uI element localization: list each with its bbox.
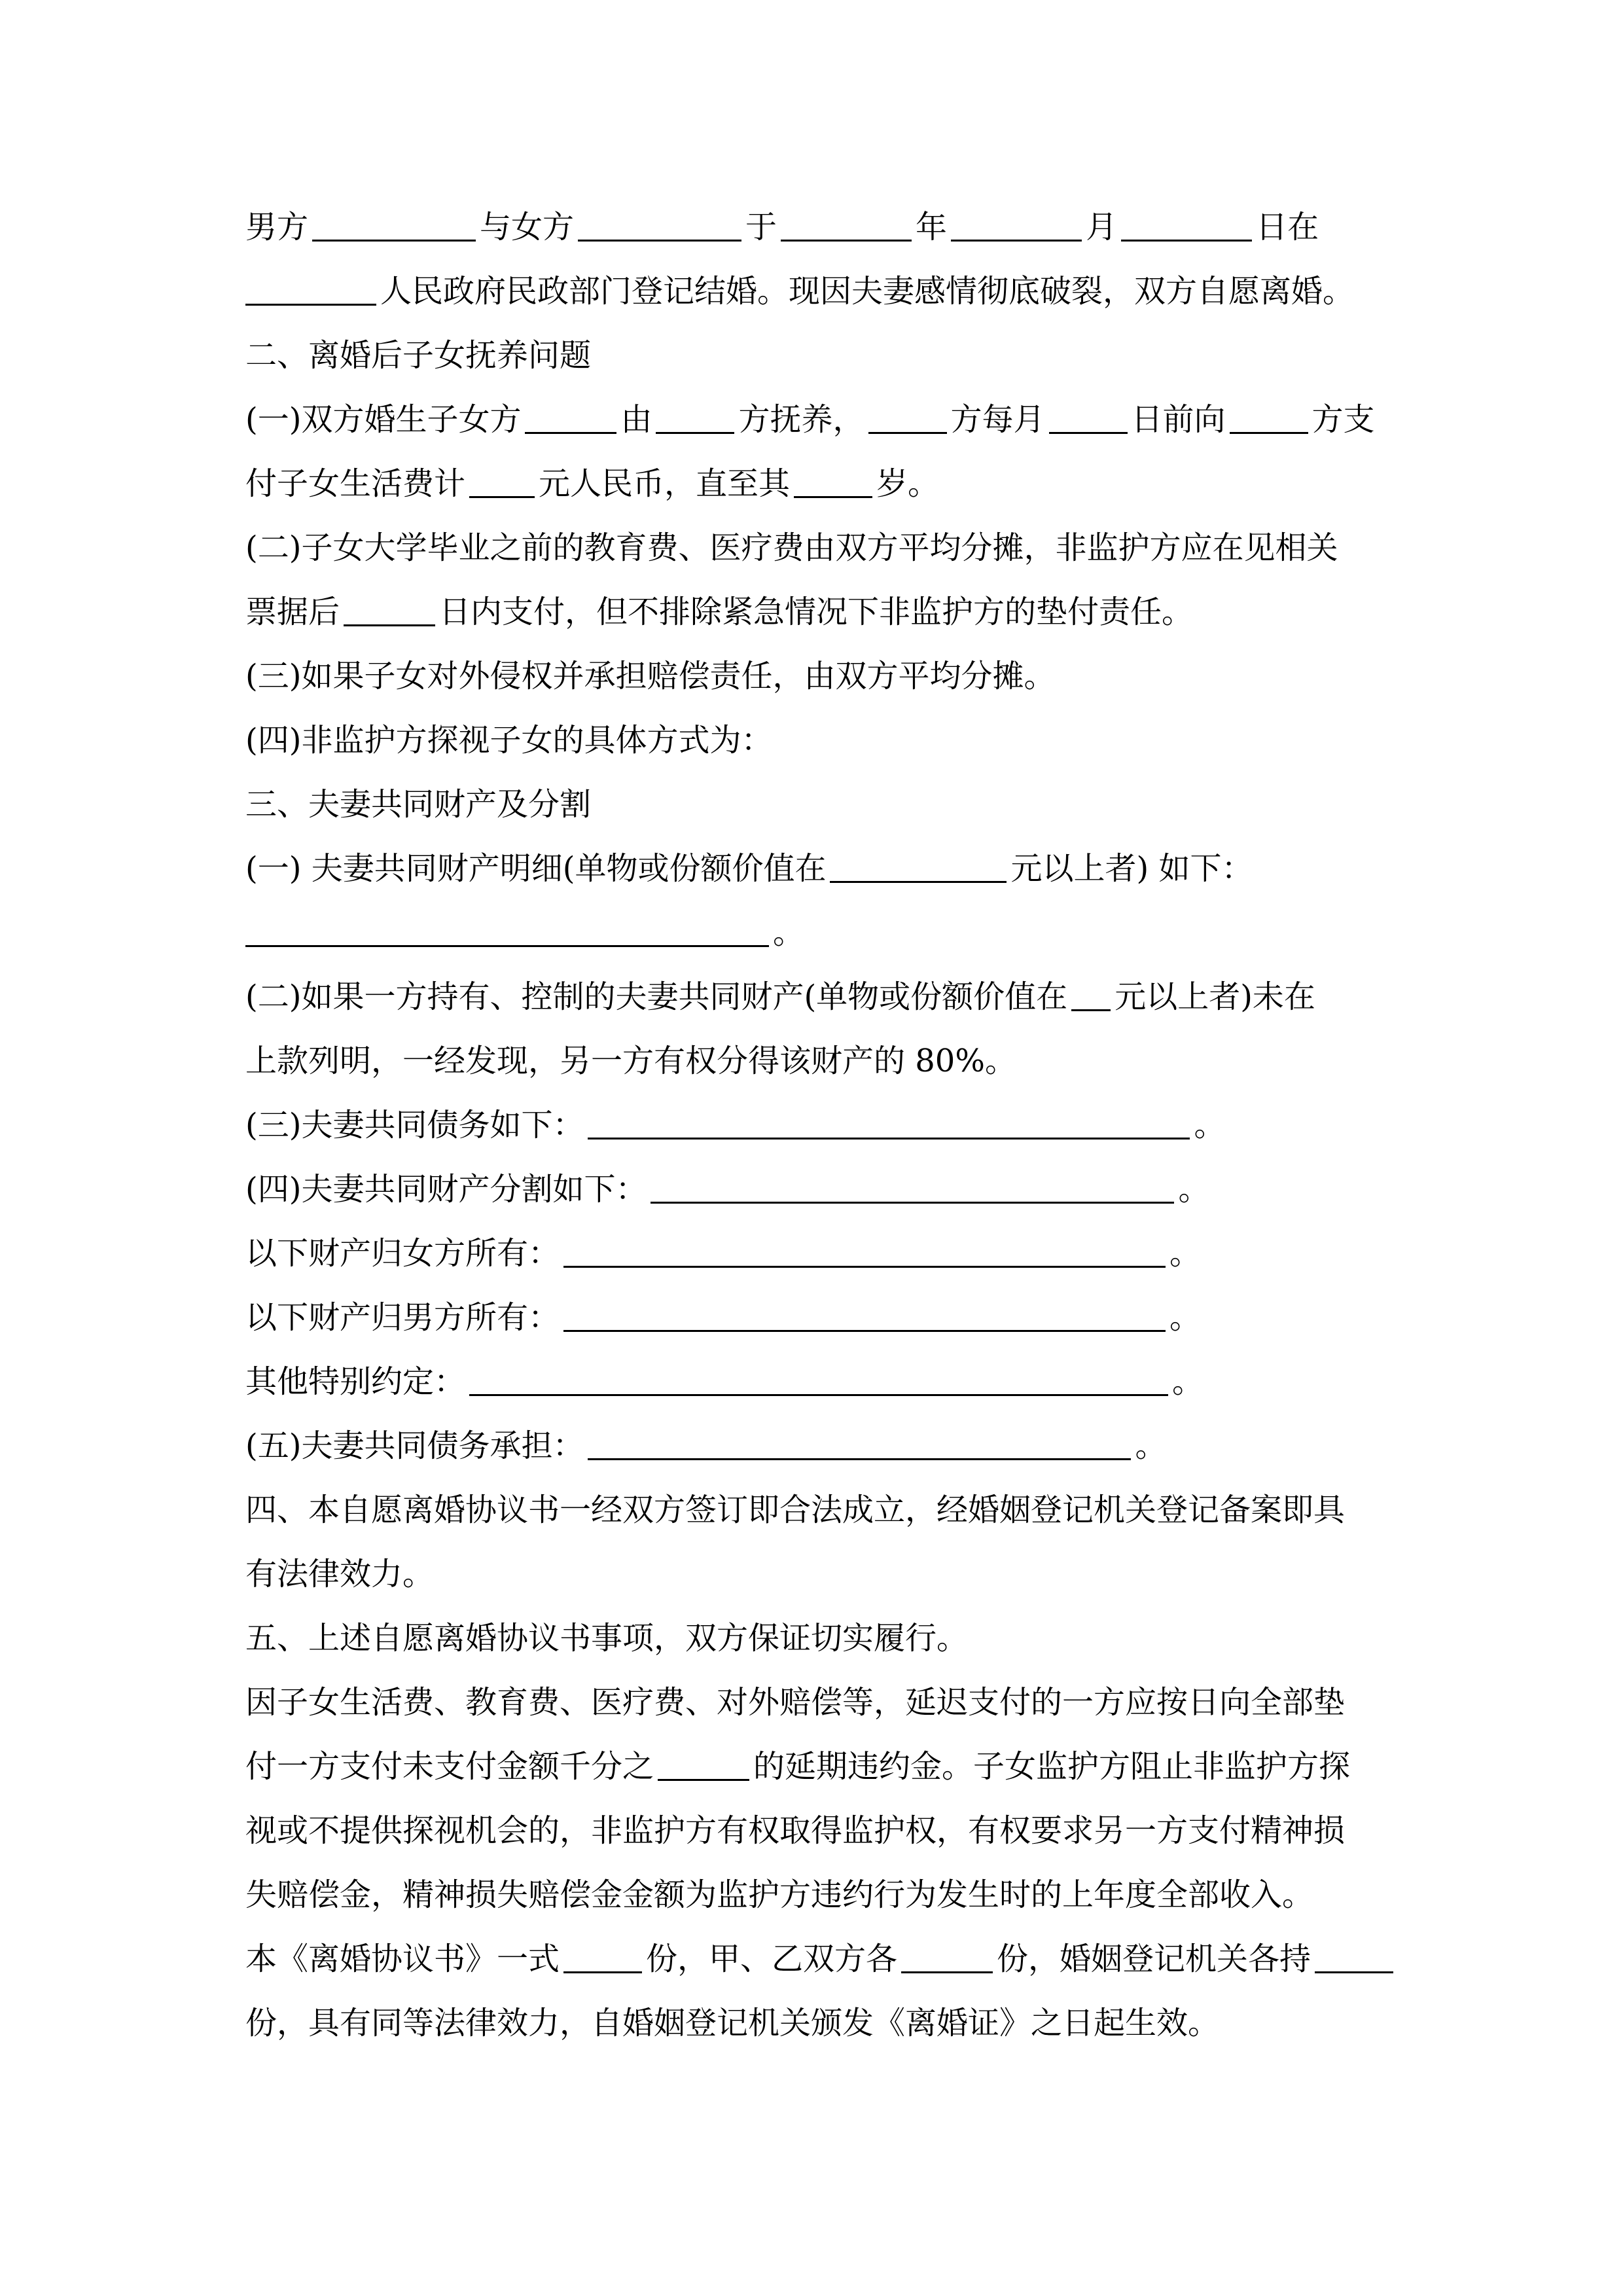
blank-field[interactable]	[312, 213, 476, 242]
line-tort-liability: (三)如果子女对外侵权并承担赔偿责任，由双方平均分摊。	[245, 658, 1056, 694]
blank-field[interactable]	[1230, 406, 1308, 434]
blank-field[interactable]	[901, 1945, 993, 1973]
line-penalty: 付一方支付未支付金额千分之 的延期违约金。子女监护方阻止非监护方探	[245, 1748, 1351, 1785]
blank-field[interactable]	[1121, 213, 1252, 242]
blank-field[interactable]	[1071, 983, 1111, 1011]
line-effectiveness-cont: 有法律效力。	[245, 1556, 435, 1592]
blank-field[interactable]	[344, 598, 435, 626]
line-visitation: (四)非监护方探视子女的具体方式为：	[245, 722, 773, 759]
line-special-terms: 其他特别约定： 。	[245, 1363, 1204, 1400]
line-performance: 五、上述自愿离婚协议书事项，双方保证切实履行。	[245, 1620, 969, 1657]
line-hidden-property: (二)如果一方持有、控制的夫妻共同财产(单物或份额价值在 元以上者)未在	[245, 978, 1315, 1015]
blank-field[interactable]	[563, 1304, 1166, 1332]
blank-field[interactable]	[794, 470, 872, 498]
line-compensation: 失赔偿金，精神损失赔偿金金额为监护方违约行为发生时的上年度全部收入。	[245, 1876, 1314, 1913]
blank-field[interactable]	[1049, 406, 1128, 434]
line-property-list: (一) 夫妻共同财产明细(单物或份额价值在 元以上者) 如下：	[245, 850, 1253, 887]
blank-field[interactable]	[656, 406, 734, 434]
line-education-costs: (二)子女大学毕业之前的教育费、医疗费由双方平均分摊，非监护方应在见相关	[245, 529, 1338, 566]
blank-field[interactable]	[578, 213, 741, 242]
line-hidden-property-share: 上款列明，一经发现，另一方有权分得该财产的 80%。	[245, 1043, 1016, 1079]
blank-field[interactable]	[469, 470, 535, 498]
blank-field[interactable]	[868, 406, 947, 434]
line-late-payment: 因子女生活费、教育费、医疗费、对外赔偿等，延迟支付的一方应按日向全部垫	[245, 1684, 1346, 1721]
blank-field[interactable]	[781, 213, 912, 242]
blank-field[interactable]	[588, 1111, 1190, 1139]
blank-field[interactable]	[245, 919, 769, 947]
line-payment-days: 票据后 日内支付，但不排除紧急情况下非监护方的垫付责任。	[245, 594, 1194, 630]
blank-field[interactable]	[245, 278, 376, 306]
line-joint-debts: (三)夫妻共同债务如下： 。	[245, 1107, 1226, 1143]
blank-field[interactable]	[651, 1175, 1174, 1204]
line-copies-cont: 份，具有同等法律效力，自婚姻登记机关颁发《离婚证》之日起生效。	[245, 2005, 1220, 2041]
section-heading-property: 三、夫妻共同财产及分割	[245, 786, 592, 823]
line-child-custody: (一)双方婚生子女方 由 方抚养， 方每月 日前向 方支	[245, 401, 1375, 438]
blank-field[interactable]	[658, 1753, 749, 1781]
blank-field[interactable]	[563, 1240, 1166, 1268]
blank-field[interactable]	[588, 1432, 1131, 1460]
line-copies: 本《离婚协议书》一式 份，甲、乙双方各 份，婚姻登记机关各持	[245, 1927, 1384, 1991]
line-wife-property: 以下财产归女方所有： 。	[245, 1235, 1202, 1272]
line-custody-transfer: 视或不提供探视机会的，非监护方有权取得监护权，有权要求另一方支付精神损	[245, 1812, 1346, 1849]
blank-field[interactable]	[1315, 1945, 1393, 1973]
blank-field[interactable]	[563, 1945, 642, 1973]
line-effectiveness: 四、本自愿离婚协议书一经双方签订即合法成立，经婚姻登记机关登记备案即具	[245, 1492, 1346, 1528]
line-debt-bearing: (五)夫妻共同债务承担： 。	[245, 1427, 1167, 1464]
blank-field[interactable]	[830, 855, 1007, 883]
blank-field[interactable]	[525, 406, 616, 434]
section-heading-child-custody: 二、离婚后子女抚养问题	[245, 337, 592, 374]
blank-field[interactable]	[469, 1368, 1168, 1396]
line-divorce-reason: 人民政府民政部门登记结婚。现因夫妻感情彻底破裂，双方自愿离婚。	[245, 259, 1384, 323]
line-child-support: 付子女生活费计 元人民币，直至其 岁。	[245, 465, 940, 502]
line-marriage-registration: 男方 与女方 于 年 月 日在	[245, 209, 1319, 245]
blank-field[interactable]	[951, 213, 1082, 242]
line-property-division: (四)夫妻共同财产分割如下： 。	[245, 1171, 1210, 1208]
line-property-list-entry: 。	[245, 901, 1384, 965]
line-husband-property: 以下财产归男方所有： 。	[245, 1299, 1202, 1336]
